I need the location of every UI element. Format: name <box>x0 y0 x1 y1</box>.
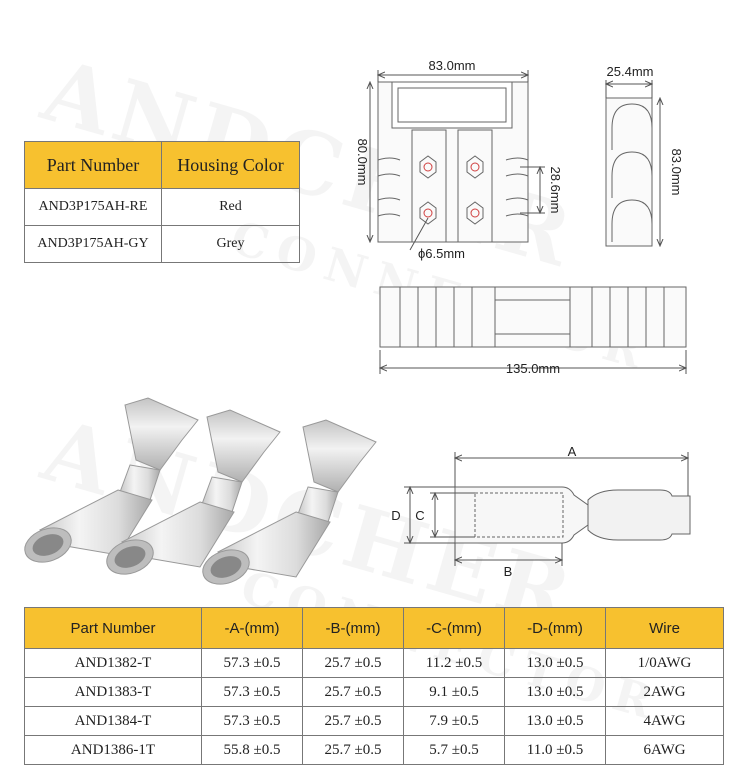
dim-top-width: 83.0mm <box>428 58 476 73</box>
header-dim-c: -C-(mm) <box>404 608 505 649</box>
cell-dim-a: 57.3 ±0.5 <box>202 678 303 707</box>
terminal-photos <box>20 398 376 590</box>
cell-part-number: AND3P175AH-GY <box>25 226 162 263</box>
cell-dim-a: 57.3 ±0.5 <box>202 649 303 678</box>
cell-dim-d: 13.0 ±0.5 <box>505 649 606 678</box>
front-view-drawing <box>370 70 545 250</box>
cell-part-number: AND1382-T <box>25 649 202 678</box>
header-part-number: Part Number <box>25 608 202 649</box>
header-dim-b: -B-(mm) <box>303 608 404 649</box>
cell-dim-b: 25.7 ±0.5 <box>303 678 404 707</box>
dim-d-label: D <box>391 508 401 523</box>
dim-left-height: 80.0mm <box>355 138 370 186</box>
cell-part-number: AND1386-1T <box>25 736 202 765</box>
cell-dim-c: 9.1 ±0.5 <box>404 678 505 707</box>
table-row <box>25 707 724 736</box>
header-part-number: Part Number <box>25 142 162 189</box>
cell-dim-b: 25.7 ±0.5 <box>303 707 404 736</box>
header-dim-a: -A-(mm) <box>202 608 303 649</box>
cell-dim-d: 13.0 ±0.5 <box>505 707 606 736</box>
header-housing-color: Housing Color <box>162 142 300 189</box>
cell-dim-a: 55.8 ±0.5 <box>202 736 303 765</box>
cell-dim-d: 11.0 ±0.5 <box>505 736 606 765</box>
dim-hole-diameter: ϕ6.5mm <box>418 246 466 261</box>
terminal-spec-table <box>24 607 724 765</box>
terminal-drawing <box>404 452 690 566</box>
header-dim-d: -D-(mm) <box>505 608 606 649</box>
side-view-drawing <box>606 80 660 246</box>
cell-dim-b: 25.7 ±0.5 <box>303 736 404 765</box>
cell-part-number: AND3P175AH-RE <box>25 189 162 226</box>
dim-side-width: 25.4mm <box>606 64 654 79</box>
cell-part-number: AND1384-T <box>25 707 202 736</box>
table-header-row <box>25 608 724 649</box>
dim-pin-spacing: 28.6mm <box>548 166 563 214</box>
dim-c-label: C <box>415 508 425 523</box>
table-row <box>25 736 724 765</box>
cell-dim-c: 11.2 ±0.5 <box>404 649 505 678</box>
cell-dim-b: 25.7 ±0.5 <box>303 649 404 678</box>
header-wire: Wire <box>606 608 724 649</box>
table-row <box>25 649 724 678</box>
dim-a-label: A <box>567 444 577 459</box>
cell-wire: 6AWG <box>606 736 724 765</box>
cell-part-number: AND1383-T <box>25 678 202 707</box>
cell-housing-color: Red <box>162 189 300 226</box>
dim-side-height: 83.0mm <box>669 148 684 196</box>
cell-dim-c: 5.7 ±0.5 <box>404 736 505 765</box>
cell-wire: 4AWG <box>606 707 724 736</box>
cell-wire: 1/0AWG <box>606 649 724 678</box>
dim-b-label: B <box>503 564 513 579</box>
dim-length: 135.0mm <box>505 361 561 376</box>
cell-dim-d: 13.0 ±0.5 <box>505 678 606 707</box>
cell-wire: 2AWG <box>606 678 724 707</box>
cell-housing-color: Grey <box>162 226 300 263</box>
table-row <box>25 678 724 707</box>
cell-dim-c: 7.9 ±0.5 <box>404 707 505 736</box>
cell-dim-a: 57.3 ±0.5 <box>202 707 303 736</box>
